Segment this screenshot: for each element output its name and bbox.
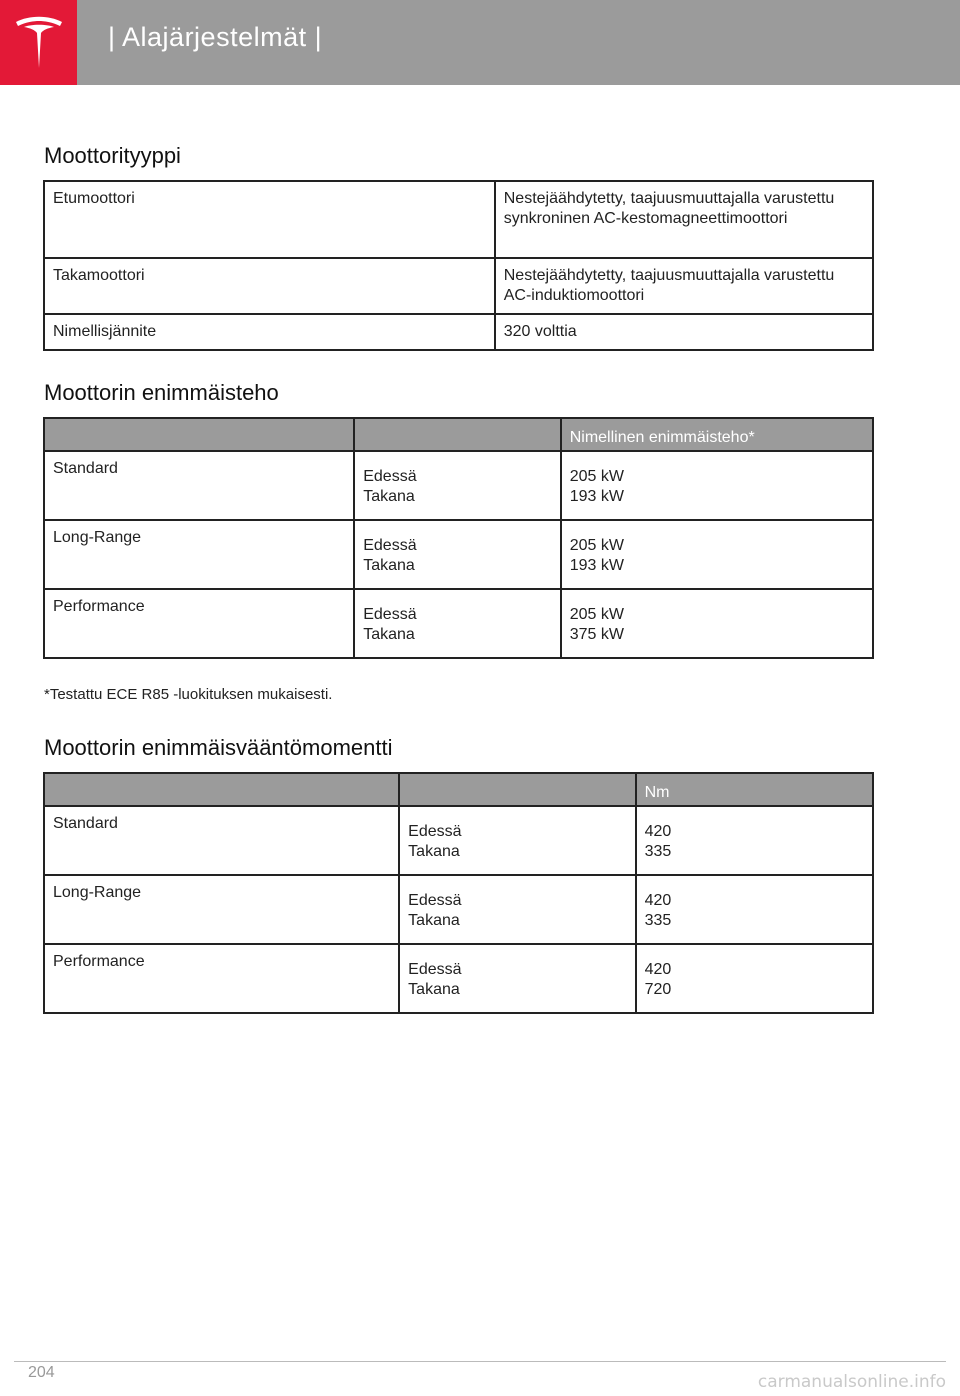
value-cell <box>561 520 873 589</box>
position-cell <box>399 944 635 1013</box>
brand-logo <box>0 0 77 85</box>
page-number: 204 <box>28 1364 55 1381</box>
value-cell <box>636 806 873 875</box>
rear-label: Takana <box>363 488 415 505</box>
value-cell <box>561 451 873 520</box>
column-header <box>44 773 399 806</box>
rear-value: 720 <box>644 981 672 998</box>
position-cell <box>399 875 635 944</box>
front-label: Edessä <box>408 823 462 840</box>
rear-label: Takana <box>408 843 460 860</box>
table-header-row <box>44 418 873 451</box>
front-value: 420 <box>644 961 672 978</box>
column-header: Nimellinen enimmäisteho* <box>561 418 873 451</box>
position-cell <box>399 806 635 875</box>
motor-label: Nimellisjännite <box>44 314 495 350</box>
model-name: Standard <box>44 806 399 875</box>
front-value: 205 kW <box>569 606 624 623</box>
table-row <box>44 314 873 350</box>
model-name: Performance <box>44 589 354 658</box>
front-label: Edessä <box>363 537 417 554</box>
front-label: Edessä <box>363 606 417 623</box>
rear-label: Takana <box>408 981 460 998</box>
rear-value: 335 <box>644 912 672 929</box>
footnote: *Testattu ECE R85 -luokituksen mukaisesti. <box>44 686 333 703</box>
front-value: 205 kW <box>569 537 624 554</box>
motor-type-table <box>43 180 874 351</box>
motor-label: Etumoottori <box>44 181 495 258</box>
motor-value: 320 volttia <box>495 314 873 350</box>
value-cell <box>636 875 873 944</box>
watermark: carmanualsonline.info <box>757 1372 946 1392</box>
motor-label: Takamoottori <box>44 258 495 314</box>
position-cell <box>354 520 560 589</box>
max-power-table <box>43 417 874 659</box>
rear-label: Takana <box>363 557 415 574</box>
rear-value: 335 <box>644 843 672 860</box>
rear-value: 193 kW <box>569 557 624 574</box>
position-cell <box>354 589 560 658</box>
model-name: Performance <box>44 944 399 1013</box>
rear-value: 375 kW <box>569 626 624 643</box>
front-label: Edessä <box>408 961 462 978</box>
table-row <box>44 451 873 520</box>
motor-value: Nestejäähdytetty, taajuusmuuttajalla varustettu AC-induktiomoottori <box>495 258 873 314</box>
column-header <box>354 418 560 451</box>
max-torque-heading: Moottorin enimmäisvääntömomentti <box>44 735 393 760</box>
tesla-logo-icon <box>14 14 64 70</box>
motor-value: Nestejäähdytetty, taajuusmuuttajalla varustettu synkroninen AC-kestomagneettimoottori <box>495 181 873 258</box>
front-label: Edessä <box>408 892 462 909</box>
rear-label: Takana <box>408 912 460 929</box>
table-row <box>44 944 873 1013</box>
max-torque-table <box>43 772 874 1014</box>
table-header-row <box>44 773 873 806</box>
table-row <box>44 520 873 589</box>
column-header <box>44 418 354 451</box>
model-name: Long-Range <box>44 875 399 944</box>
column-header <box>399 773 635 806</box>
column-header: Nm <box>636 773 873 806</box>
rear-value: 193 kW <box>569 488 624 505</box>
front-value: 205 kW <box>569 468 624 485</box>
table-row <box>44 181 873 258</box>
model-name: Long-Range <box>44 520 354 589</box>
front-value: 420 <box>644 892 672 909</box>
value-cell <box>636 944 873 1013</box>
max-power-heading: Moottorin enimmäisteho <box>44 380 279 405</box>
table-row <box>44 806 873 875</box>
front-label: Edessä <box>363 468 417 485</box>
footer-divider <box>14 1361 946 1362</box>
table-row <box>44 258 873 314</box>
model-name: Standard <box>44 451 354 520</box>
rear-label: Takana <box>363 626 415 643</box>
front-value: 420 <box>644 823 672 840</box>
section-title: | Alajärjestelmät | <box>108 22 323 52</box>
page-header <box>0 0 960 85</box>
motor-type-heading: Moottorityyppi <box>44 143 181 168</box>
position-cell <box>354 451 560 520</box>
table-row <box>44 875 873 944</box>
value-cell <box>561 589 873 658</box>
table-row <box>44 589 873 658</box>
